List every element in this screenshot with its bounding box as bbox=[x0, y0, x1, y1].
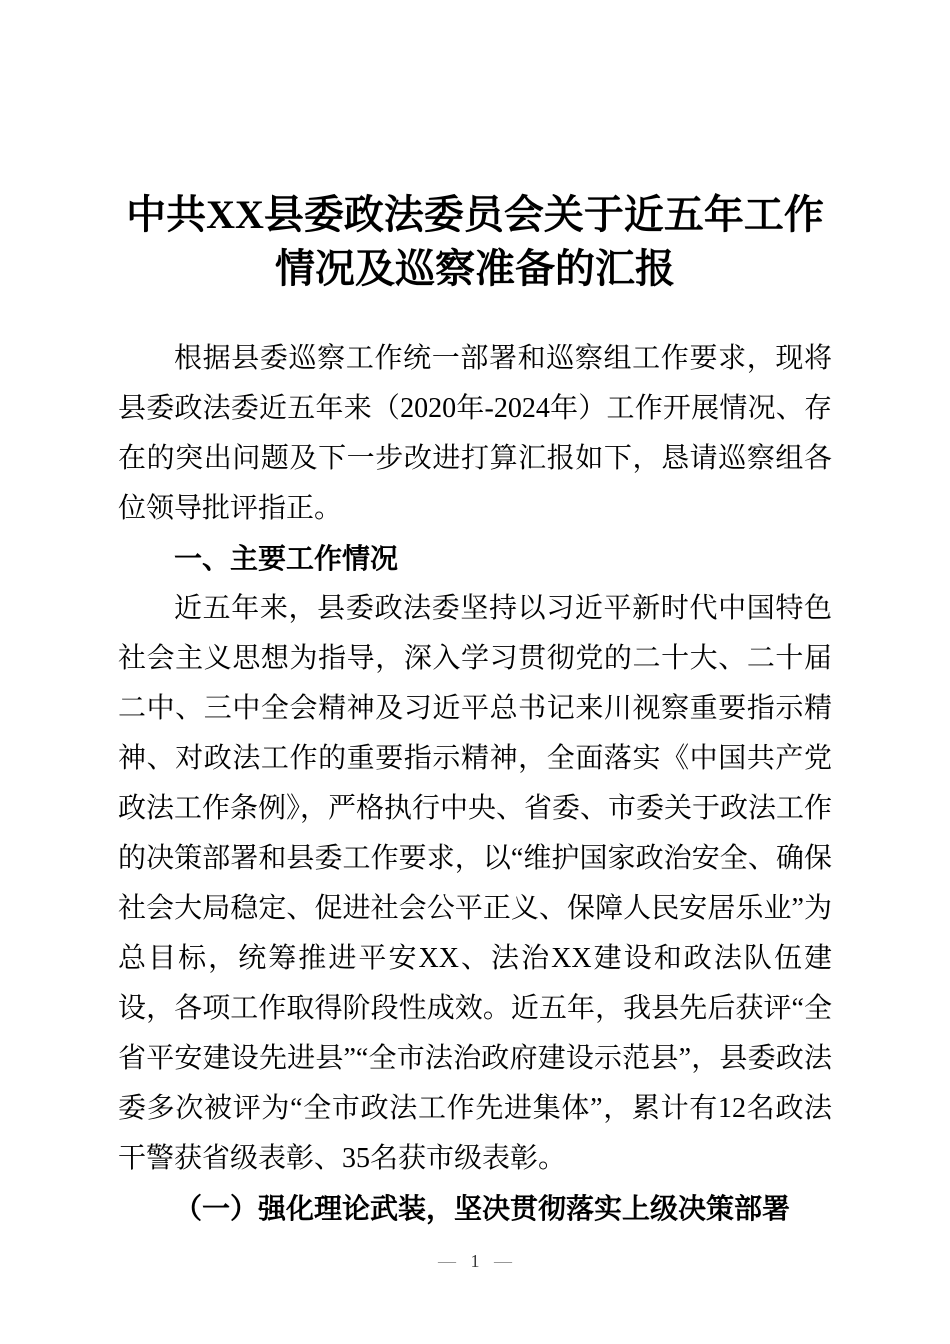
subsection-1-heading: （一）强化理论武装，坚决贯彻落实上级决策部署 bbox=[174, 1193, 791, 1224]
page-number: 1 bbox=[470, 1251, 480, 1271]
section-1-body-paragraph: 近五年来，县委政法委坚持以习近平新时代中国特色社会主义思想为指导，深入学习贯彻党的二十大、二十届二中、三中全会精神及习近平总书记来川视察重要指示精神、对政法工作的重要指示精神，全面落实《中国共产党政法工作条例》，严格执行中央、省委、市委关于政法工作的决策部署和县委工作要求，以“维护国家政治安全、确保社会大局稳定、促进社会公平正义、保障人民安居乐业”为总目标，统筹推进平安XX、法治XX建设和政法队伍建设，各项工作取得阶段性成效。近五年，我县先后获评“全省平安建设先进县”“全市法治政府建设示范县”，县委政法委多次被评为“全市政法工作先进集体”，累计有12名政法干警获省级表彰、35名获市级表彰。 bbox=[118, 593, 833, 1174]
footer-dash-right: — bbox=[494, 1251, 512, 1271]
document-title-line-1: 中共XX县委政法委员会关于近五年工作 bbox=[126, 192, 824, 237]
document-title-line-2: 情况及巡察准备的汇报 bbox=[275, 246, 675, 291]
footer-dash-left: — bbox=[438, 1251, 456, 1271]
intro-paragraph: 根据县委巡察工作统一部署和巡察组工作要求，现将县委政法委近五年来（2020年-2024年）工作开展情况、存在的突出问题及下一步改进打算汇报如下，恳请巡察组各位领导批评指正。 bbox=[118, 343, 832, 524]
document-content bbox=[118, 0, 832, 1234]
document-title bbox=[118, 0, 832, 296]
page-footer bbox=[0, 1250, 950, 1272]
section-1-heading: 一、主要工作情况 bbox=[174, 543, 399, 574]
